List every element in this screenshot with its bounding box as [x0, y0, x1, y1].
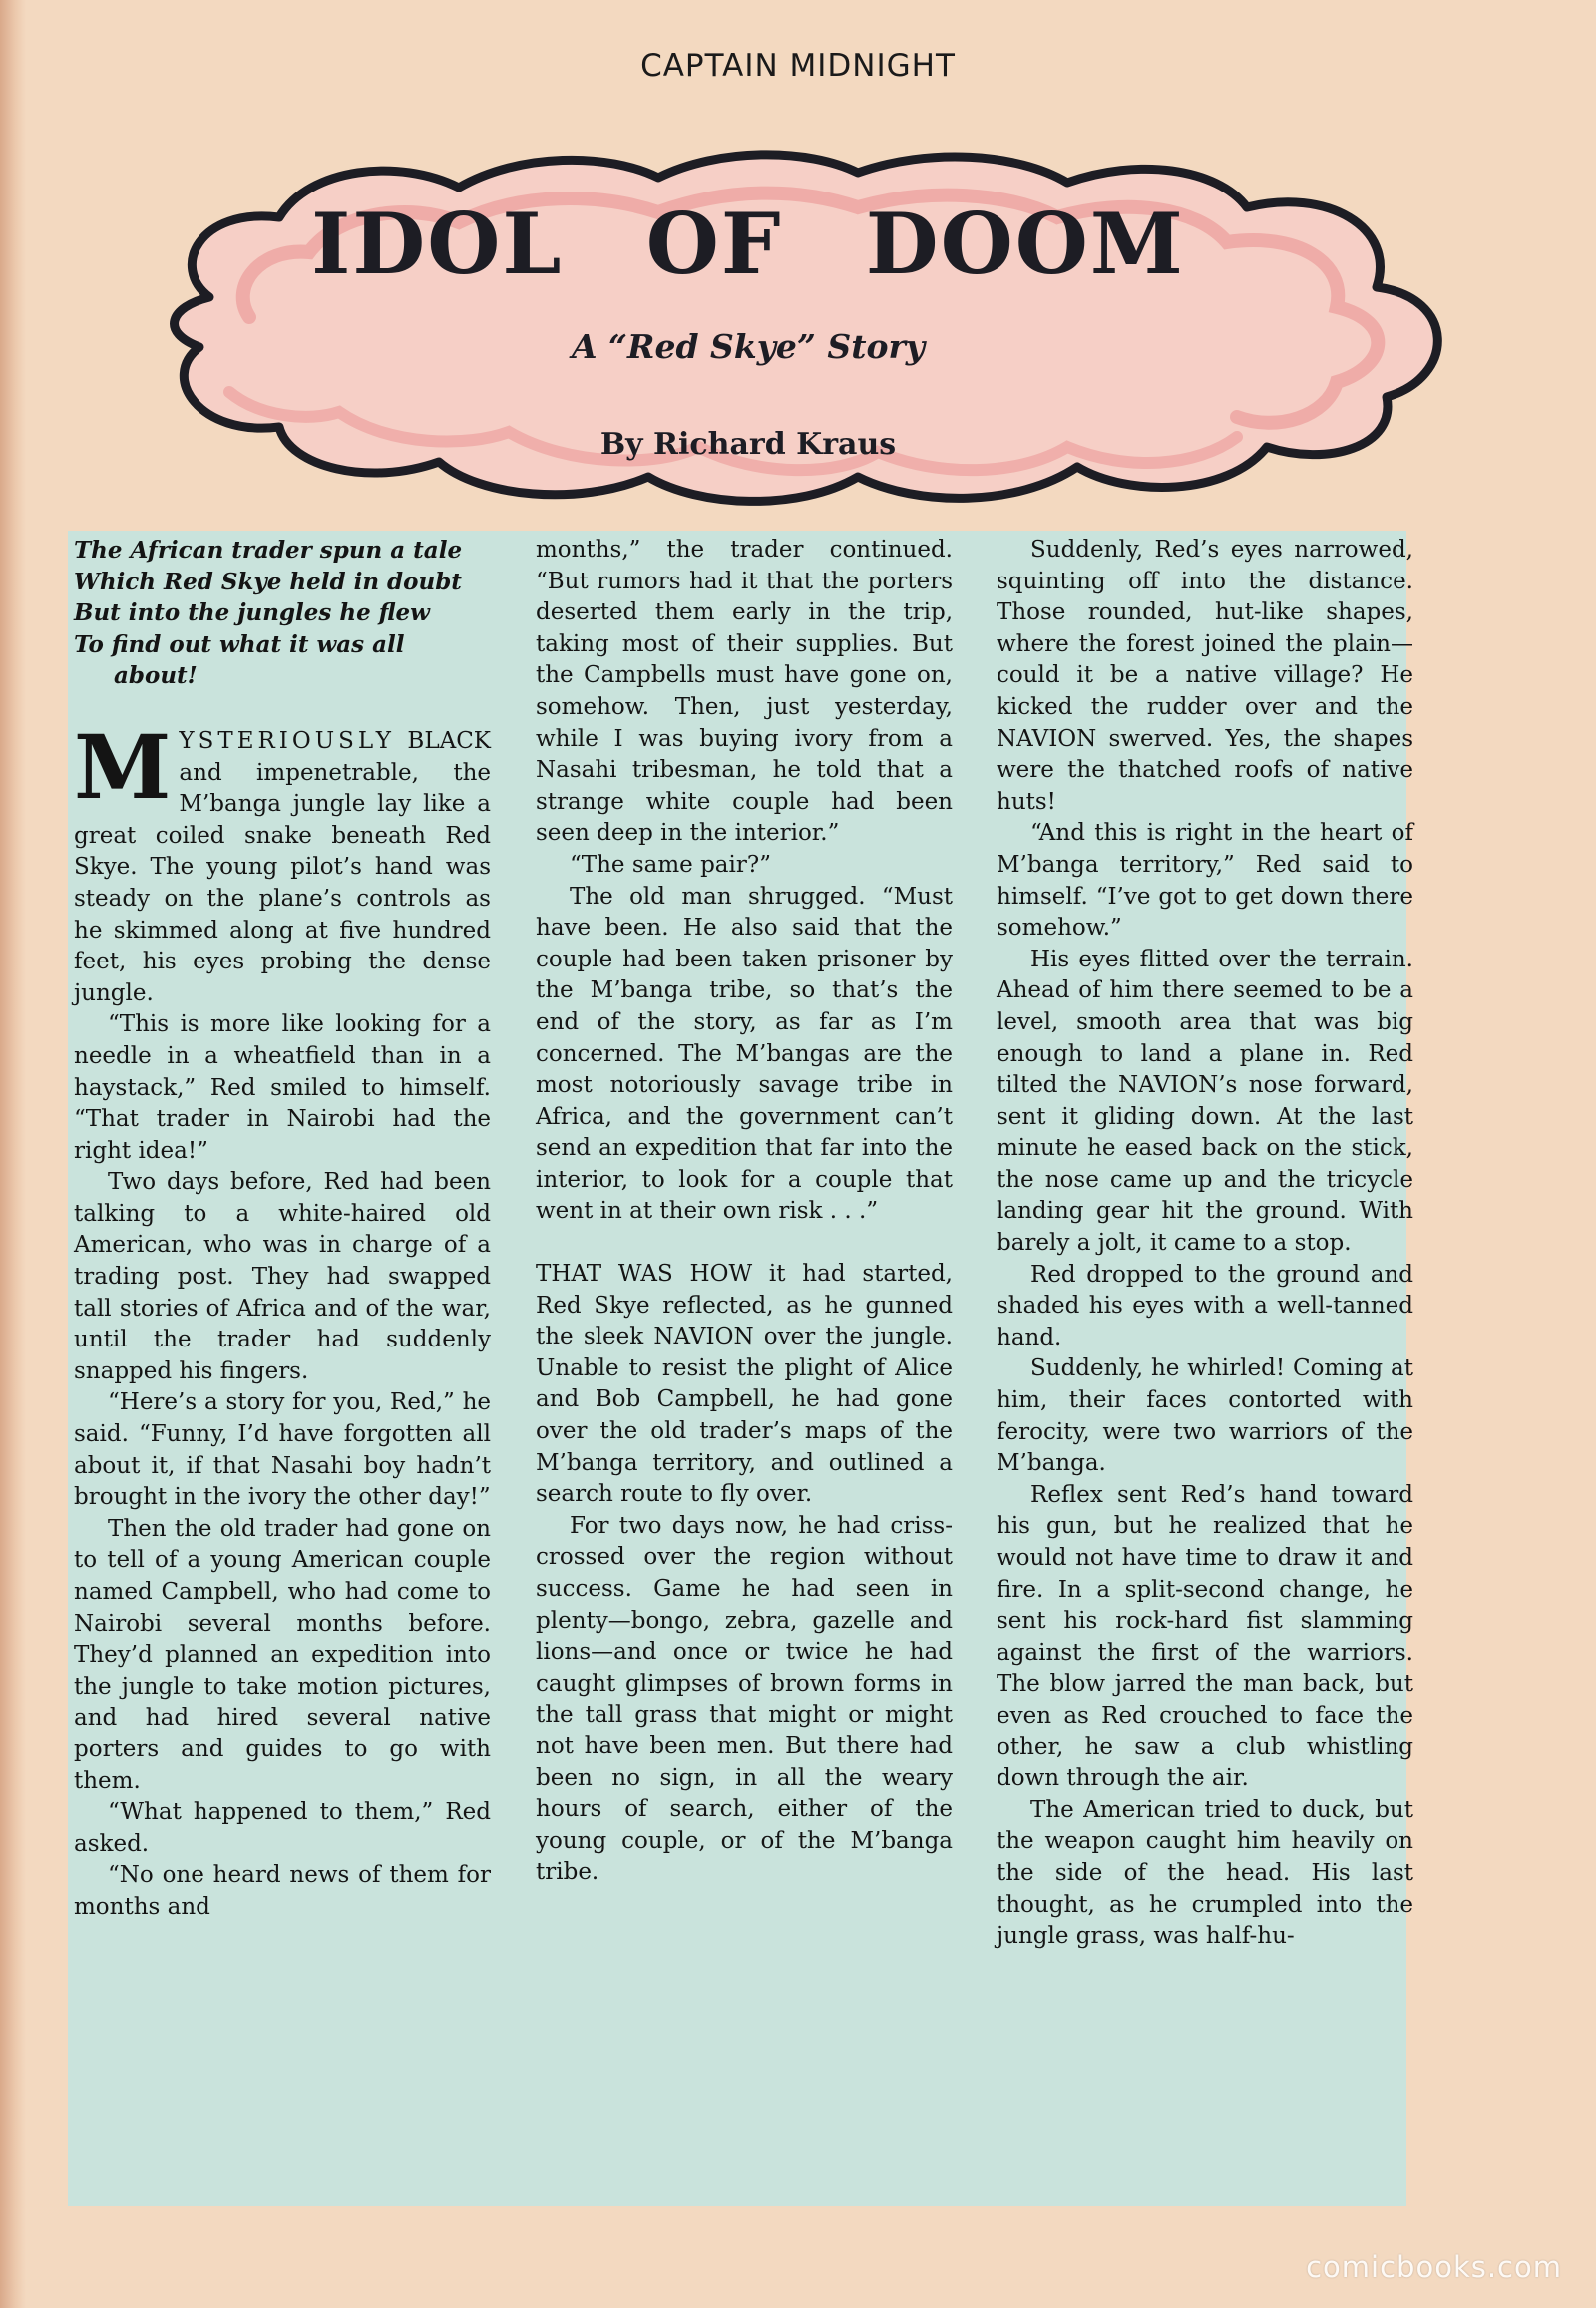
story-title: IDOL OF DOOM — [311, 194, 1185, 293]
paragraph: “The same pair?” — [570, 851, 771, 878]
paragraph: months,” the trader continued. “But rumors had it that the porters deserted them early in the trip, taking most of their supplies. But the Campbells must have gone on, somehow. Then, just yesterday, while I was buying ivory from a Nasahi tribesman, he told that a strange white couple had been seen deep in the interior.” — [536, 537, 953, 847]
paragraph: For two days now, he had criss-crossed over the region without success. Game he had seen in plenty—bongo, zebra, gazelle and lions—and once or twice he had caught glimpses of brown forms in the tall grass that might or might not have been men. But there had been no sign, in all the weary hours of search, either of the young couple, or of the M’banga tribe. — [536, 1512, 953, 1886]
site-watermark: comicbooks.com — [1306, 2250, 1562, 2284]
opening-text: BLACK and impenetrable, the M’banga jungle lay like a great coiled snake beneath Red Skye. The young pilot’s hand was steady on the plane’s controls as he skimmed along at five hundred feet, his eyes probing the dense jungle. — [74, 727, 491, 1006]
paragraph: “What happened to them,” Red asked. — [74, 1799, 491, 1857]
paragraph: Suddenly, he whirled! Coming at him, their faces contorted with ferocity, were two warriors of the M’banga. — [997, 1355, 1413, 1477]
text-column-3 — [997, 535, 1413, 1953]
verse-line: Which Red Skye held in doubt — [74, 568, 462, 595]
running-head: CAPTAIN MIDNIGHT — [640, 48, 956, 84]
paragraph: Reflex sent Red’s hand toward his gun, but he realized that he would not have time to draw it and fire. In a split-second change, he sent his rock-hard fist slamming against the first of the warriors. The blow jarred the man back, but even as Red crouched to face the other, he saw a club whistling down through the air. — [997, 1481, 1413, 1792]
paragraph: The American tried to duck, but the weapon caught him heavily on the side of the head. His last thought, as he crumpled into the jungle grass, was half-hu- — [997, 1796, 1413, 1950]
paragraph: The old man shrugged. “Must have been. He also said that the couple had been taken prisoner by the M’banga tribe, so that’s the end of the story, as far as I’m concerned. The M’bangas are the most notoriously savage tribe in Africa, and the government can’t send an expedition that far into the interior, to look for a couple that went in at their own risk . . .” — [536, 883, 953, 1225]
text-column-2 — [536, 535, 953, 1889]
paragraph: “And this is right in the heart of M’banga territory,” Red said to himself. “I’ve got to get down there somehow.” — [997, 820, 1413, 942]
paragraph: Two days before, Red had been talking to a white-haired old American, who was in charge of a trading post. They had swapped tall stories of Africa and of the war, until the trader had suddenly snapped his fingers. — [74, 1169, 491, 1384]
intro-verse — [74, 535, 491, 692]
story-subtitle: A “Red Skye” Story — [571, 327, 926, 366]
story-byline: By Richard Kraus — [599, 427, 897, 462]
text-column-1 — [74, 535, 491, 1924]
paragraph: His eyes flitted over the terrain. Ahead of him there seemed to be a level, smooth area that was big enough to land a plane in. Red tilted the NAVION’s nose forward, sent it gliding down. At the last minute he eased back on the stick, the nose came up and the tricycle landing gear hit the ground. With barely a jolt, it came to a stop. — [997, 946, 1413, 1257]
verse-line: The African trader spun a tale — [74, 537, 463, 564]
verse-line: But into the jungles he flew — [74, 599, 430, 627]
opening-paragraph — [74, 714, 491, 1009]
paragraph: “Here’s a story for you, Red,” he said. “Funny, I’d have forgotten all about it, if that Nasahi boy hadn’t brought in the ivory the other day!” — [74, 1389, 491, 1511]
paragraph: “No one heard news of them for months and — [74, 1862, 491, 1920]
opening-caps: YSTERIOUSLY — [179, 727, 395, 754]
drop-cap: M — [74, 714, 172, 819]
section-break-paragraph: THAT WAS HOW it had started, Red Skye reflected, as he gunned the sleek NAVION over the jungle. Unable to resist the plight of Alice and Bob Campbell, he had gone over the old trader’s maps of the M’banga territory, and outlined a search route to fly over. — [536, 1261, 953, 1508]
paragraph: Red dropped to the ground and shaded his eyes with a well-tanned hand. — [997, 1261, 1413, 1350]
paragraph: Suddenly, Red’s eyes narrowed, squinting off into the distance. Those rounded, hut-like shapes, where the forest joined the plain—could it be a native village? He kicked the rudder over and the NAVION swerved. Yes, the shapes were the thatched roofs of native huts! — [997, 537, 1413, 815]
verse-line: To find out what it was all about! — [74, 630, 405, 690]
paragraph: Then the old trader had gone on to tell of a young American couple named Campbell, who had come to Nairobi several months before. They’d planned an expedition into the jungle to take motion pictures, and had hired several native porters and guides to go with them. — [74, 1515, 491, 1794]
paragraph: “This is more like looking for a needle in a wheatfield than in a haystack,” Red smiled to himself. “That trader in Nairobi had the right idea!” — [74, 1011, 491, 1164]
